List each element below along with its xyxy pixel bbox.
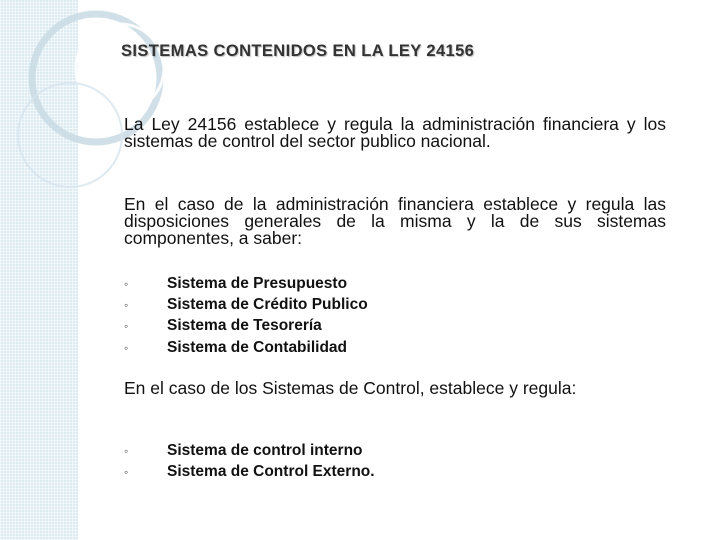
list-item-label: Sistema de Presupuesto <box>167 274 348 292</box>
financial-systems-list <box>124 273 368 358</box>
bullet-icon: ◦ <box>124 443 129 458</box>
list-item-label: Sistema de Tesorería <box>167 317 322 335</box>
list-item-label: Sistema de control interno <box>167 441 363 459</box>
list-item <box>124 273 368 294</box>
slide-title: SISTEMAS CONTENIDOS EN LA LEY 24156 <box>121 42 475 60</box>
control-systems-list <box>124 440 375 483</box>
list-item <box>124 316 368 337</box>
financial-admin-paragraph: En el caso de la administración financiera establece y regula las disposiciones generales de la misma y la de sus sistemas componentes, a saber: <box>124 194 666 248</box>
side-panel <box>0 0 78 540</box>
list-item <box>124 440 375 461</box>
list-item-label: Sistema de Contabilidad <box>167 338 348 356</box>
list-item-label: Sistema de Control Externo. <box>167 462 375 480</box>
bullet-icon: ◦ <box>124 319 129 334</box>
decorative-circle-small <box>76 24 164 112</box>
control-systems-paragraph: En el caso de los Sistemas de Control, establece y regula: <box>124 378 577 398</box>
list-item <box>124 337 368 358</box>
bullet-icon: ◦ <box>124 340 129 355</box>
intro-paragraph: La Ley 24156 establece y regula la administración financiera y los sistemas de control del sector publico nacional. <box>124 114 666 151</box>
list-item-label: Sistema de Crédito Publico <box>167 295 368 313</box>
bullet-icon: ◦ <box>124 297 129 312</box>
bullet-icon: ◦ <box>124 464 129 479</box>
list-item <box>124 294 368 315</box>
list-item <box>124 461 375 482</box>
bullet-icon: ◦ <box>124 276 129 291</box>
